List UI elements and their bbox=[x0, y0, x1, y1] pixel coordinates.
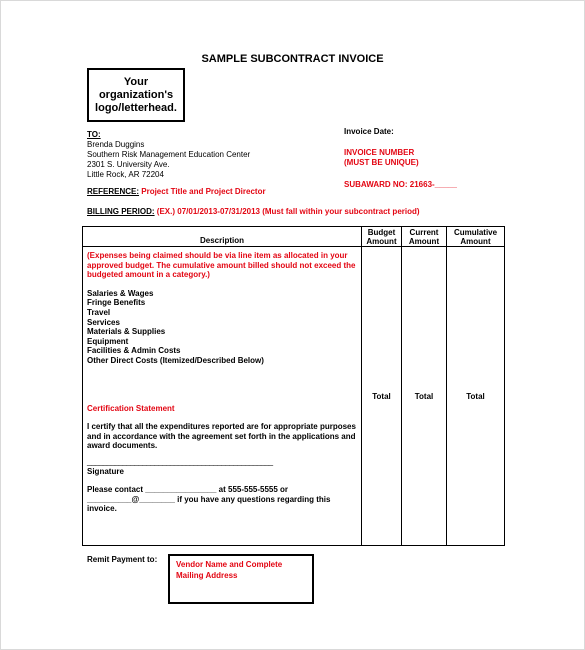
invoice-table bbox=[82, 226, 505, 546]
logo-placeholder-box bbox=[87, 68, 185, 122]
logo-placeholder-text: Your organization's logo/letterhead. bbox=[95, 75, 177, 114]
category-item: Other Direct Costs (Itemized/Described Below) bbox=[87, 355, 264, 365]
invoice-number-note: (MUST BE UNIQUE) bbox=[344, 158, 419, 167]
billing-period-line bbox=[87, 207, 420, 217]
description-cell bbox=[83, 247, 362, 546]
certification-heading: Certification Statement bbox=[87, 403, 175, 413]
invoice-number-label: INVOICE NUMBER bbox=[344, 148, 415, 157]
billing-period-value: (EX.) 07/01/2013-07/31/2013 (Must fall within your subcontract period) bbox=[156, 207, 420, 216]
reference-label: REFERENCE: bbox=[87, 187, 140, 196]
category-item: Services bbox=[87, 317, 120, 327]
cumulative-total: Total bbox=[447, 247, 505, 546]
signature-label: Signature bbox=[87, 466, 124, 476]
expense-note: (Expenses being claimed should be via line item as allocated in your approved budget. The cumulative amount billed should not exceed the budgeted amount in a category.) bbox=[87, 251, 356, 280]
category-item: Facilities & Admin Costs bbox=[87, 346, 181, 356]
contact-line-2: __________@________ if you have any questions regarding this invoice. bbox=[87, 494, 331, 514]
remit-payment-label: Remit Payment to: bbox=[87, 555, 158, 564]
cumulative-amount-header: Cumulative Amount bbox=[447, 227, 505, 247]
table-header-row bbox=[83, 227, 505, 247]
recipient-org: Southern Risk Management Education Center bbox=[87, 150, 251, 159]
contact-line-1: Please contact ________________ at 555-555-5555 or bbox=[87, 485, 289, 495]
current-total: Total bbox=[402, 247, 447, 546]
signature-line: _______________________________________________ bbox=[87, 456, 273, 466]
budget-total: Total bbox=[362, 247, 402, 546]
subaward-number: SUBAWARD NO: 21663-_____ bbox=[344, 180, 457, 189]
billing-period-label: BILLING PERIOD: bbox=[87, 207, 155, 216]
to-label: TO: bbox=[87, 130, 101, 139]
category-item: Equipment bbox=[87, 336, 129, 346]
remit-address-box bbox=[168, 554, 314, 604]
category-item: Fringe Benefits bbox=[87, 298, 146, 308]
reference-line bbox=[87, 187, 266, 197]
category-item: Materials & Supplies bbox=[87, 327, 166, 337]
description-header: Description bbox=[83, 227, 362, 247]
table-body-row bbox=[83, 247, 505, 546]
recipient-street: 2301 S. University Ave. bbox=[87, 160, 170, 169]
document-title: SAMPLE SUBCONTRACT INVOICE bbox=[201, 53, 384, 65]
invoice-date-label: Invoice Date: bbox=[344, 127, 394, 136]
category-item: Salaries & Wages bbox=[87, 288, 154, 298]
category-item: Travel bbox=[87, 307, 111, 317]
reference-value: Project Title and Project Director bbox=[141, 187, 266, 196]
certification-text: I certify that all the expenditures reported are for appropriate purposes and in accordance with the agreement set forth in the applications and award documents. bbox=[87, 422, 356, 451]
recipient-city: Little Rock, AR 72204 bbox=[87, 170, 164, 179]
current-amount-header: Current Amount bbox=[402, 227, 447, 247]
recipient-name: Brenda Duggins bbox=[87, 140, 145, 149]
recipient-address bbox=[87, 130, 250, 180]
budget-amount-header: Budget Amount bbox=[362, 227, 402, 247]
remit-address-text: Vendor Name and Complete Mailing Address bbox=[176, 560, 283, 580]
